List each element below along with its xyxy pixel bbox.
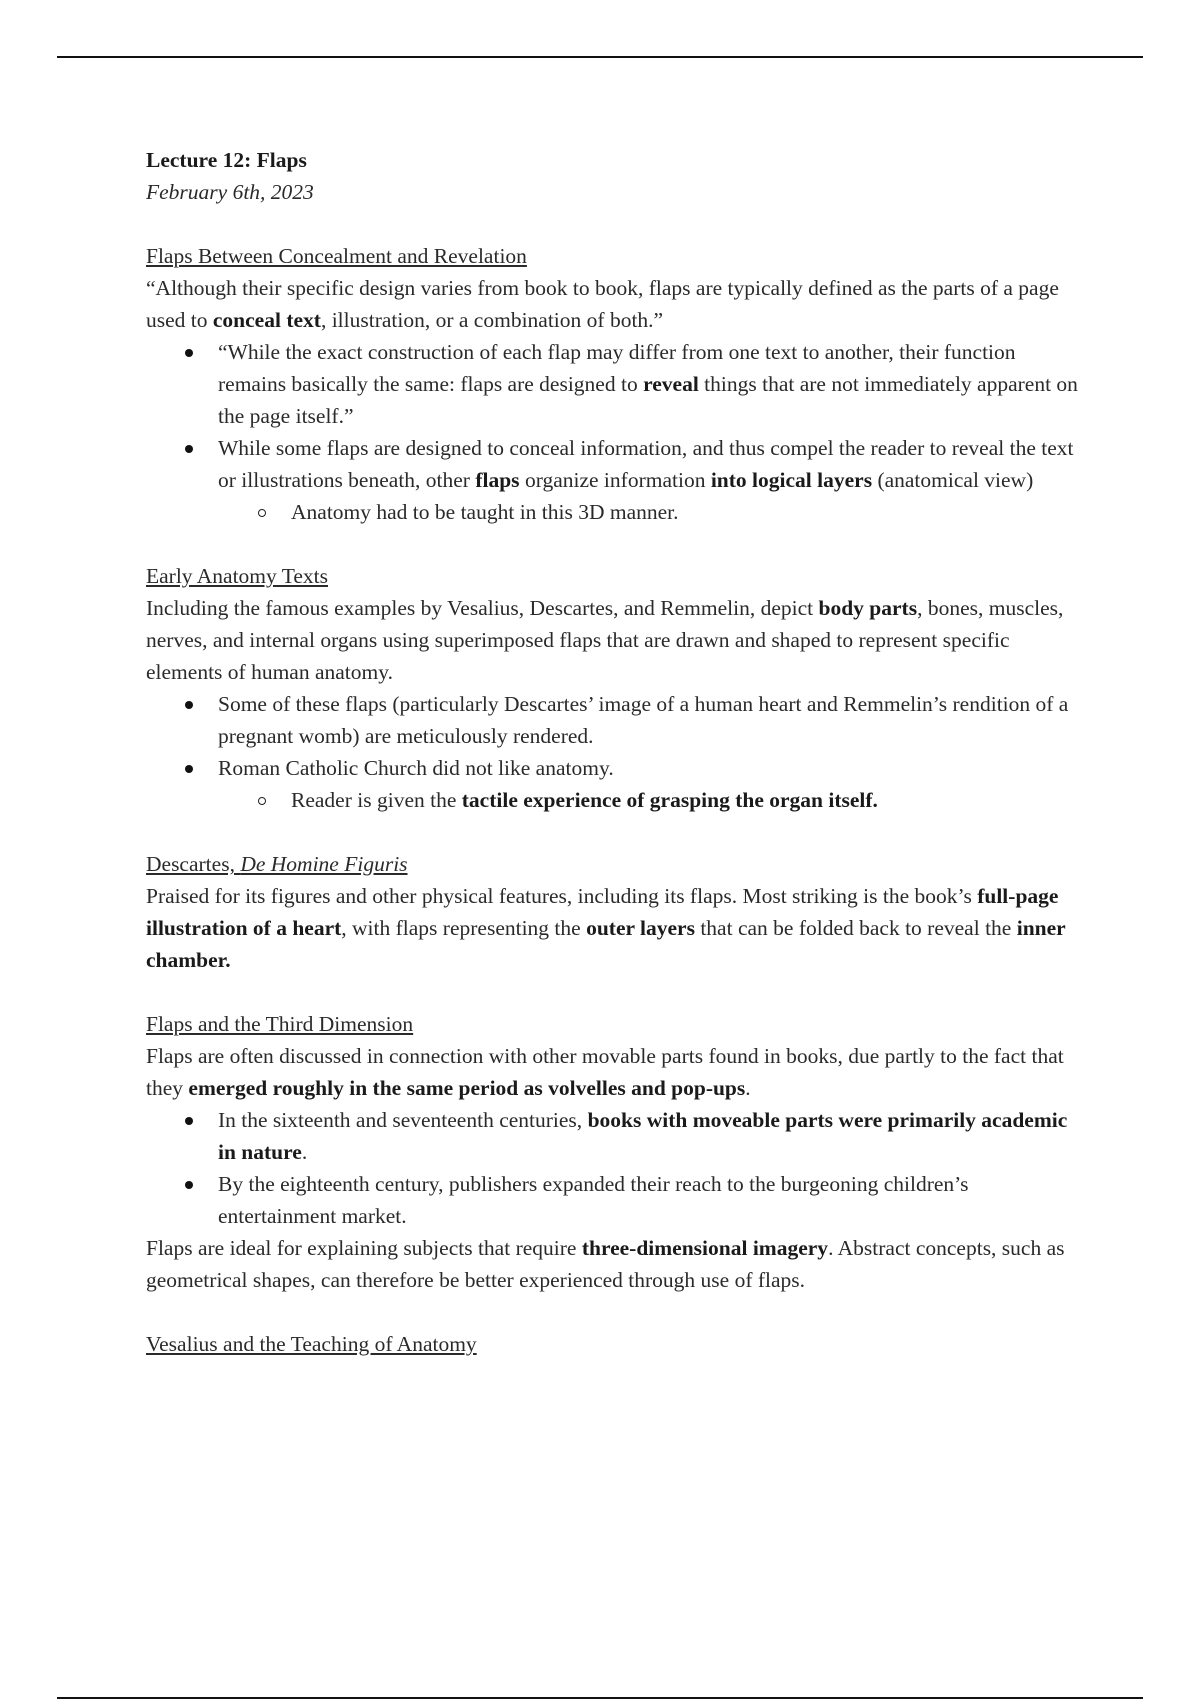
bold-text: three-dimensional imagery [581, 1236, 829, 1260]
text-run: Praised for its figures and other physical features, including its flaps. Most striking is the book’s [146, 884, 978, 908]
section-heading [146, 848, 1086, 880]
text-run: things that are not immediately apparent on the page itself.” [218, 372, 1078, 428]
text-run: While some flaps are designed to conceal information, and thus compel the reader to reveal the text or illustrations beneath, other [218, 436, 1074, 492]
text-run: , bones, muscles, nerves, and internal organs using superimposed flaps that are drawn and shaped to represent specific elements of human anatomy. [146, 596, 1064, 684]
sub-bullet-item: Anatomy had to be taught in this 3D manner. [146, 496, 1086, 528]
bottom-rule [57, 1697, 1143, 1699]
bullet-list [146, 336, 1086, 528]
bold-text: flaps [475, 468, 520, 492]
text-run: , with flaps representing the [341, 916, 587, 940]
text-run: In the sixteenth and seventeenth centuries, [218, 1108, 588, 1132]
text-run: Including the famous examples by Vesalius, Descartes, and Remmelin, depict [146, 596, 819, 620]
text-run: (anatomical view) [872, 468, 1034, 492]
bold-text: into logical layers [710, 468, 873, 492]
section-descartes [146, 848, 1086, 976]
bold-text: inner chamber. [146, 916, 1066, 972]
text-run: Descartes, [146, 852, 241, 876]
bullet-item [146, 432, 1086, 496]
paragraph [146, 1232, 1086, 1296]
italic-title: De Homine Figuris [240, 852, 408, 876]
paragraph [146, 1040, 1086, 1104]
bold-text: body parts [818, 596, 918, 620]
text-run: “While the exact construction of each flap may differ from one text to another, their function remains basically the same: flaps are designed to [218, 340, 1016, 396]
section-concealment-revelation [146, 240, 1086, 528]
text-run: , illustration, or a combination of both.” [320, 308, 664, 332]
bold-text: conceal text [212, 308, 321, 332]
bold-text: outer layers [586, 916, 695, 940]
bullet-item: Some of these flaps (particularly Descartes’ image of a human heart and Remmelin’s rendition of a pregnant womb) are meticulously rendered. [146, 688, 1086, 752]
text-run: “Although their specific design varies from book to book, flaps are typically defined as the parts of a page used to [146, 276, 1059, 332]
sub-bullet-item [146, 784, 1086, 816]
document-body [146, 144, 1086, 1360]
section-heading: Flaps and the Third Dimension [146, 1012, 414, 1036]
paragraph [146, 880, 1086, 976]
text-run: . Abstract concepts, such as geometrical shapes, can therefore be better experienced through use of flaps. [146, 1236, 1065, 1292]
bullet-item: Roman Catholic Church did not like anatomy. [146, 752, 1086, 784]
text-run: that can be folded back to reveal the [694, 916, 1017, 940]
text-run: Flaps are often discussed in connection with other movable parts found in books, due partly to the fact that they [146, 1044, 1064, 1100]
bold-text: full-page illustration of a heart [146, 884, 1059, 940]
bullet-list [146, 688, 1086, 816]
section-heading: Flaps Between Concealment and Revelation [146, 244, 527, 268]
bullet-item [146, 1104, 1086, 1168]
bullet-item: By the eighteenth century, publishers expanded their reach to the burgeoning children’s entertainment market. [146, 1168, 1086, 1232]
bold-text: tactile experience of grasping the organ itself. [461, 788, 878, 812]
bold-text: books with moveable parts were primarily academic in nature [218, 1108, 1068, 1164]
text-run: . [301, 1140, 308, 1164]
lecture-title: Lecture 12: Flaps [146, 148, 307, 172]
bold-text: emerged roughly in the same period as volvelles and pop-ups [188, 1076, 746, 1100]
paragraph [146, 272, 1086, 336]
text-run: Reader is given the [291, 788, 462, 812]
lecture-date: February 6th, 2023 [146, 180, 314, 204]
section-heading: Vesalius and the Teaching of Anatomy [146, 1332, 477, 1356]
section-third-dimension [146, 1008, 1086, 1296]
text-run: organize information [519, 468, 711, 492]
bullet-list [146, 1104, 1086, 1232]
section-vesalius [146, 1328, 1086, 1360]
section-early-anatomy-texts [146, 560, 1086, 816]
text-run: Flaps are ideal for explaining subjects that require [146, 1236, 582, 1260]
paragraph [146, 592, 1086, 688]
text-run: . [745, 1076, 751, 1100]
section-heading: Early Anatomy Texts [146, 564, 329, 588]
bullet-item [146, 336, 1086, 432]
bold-text: reveal [643, 372, 699, 396]
top-rule [57, 56, 1143, 58]
